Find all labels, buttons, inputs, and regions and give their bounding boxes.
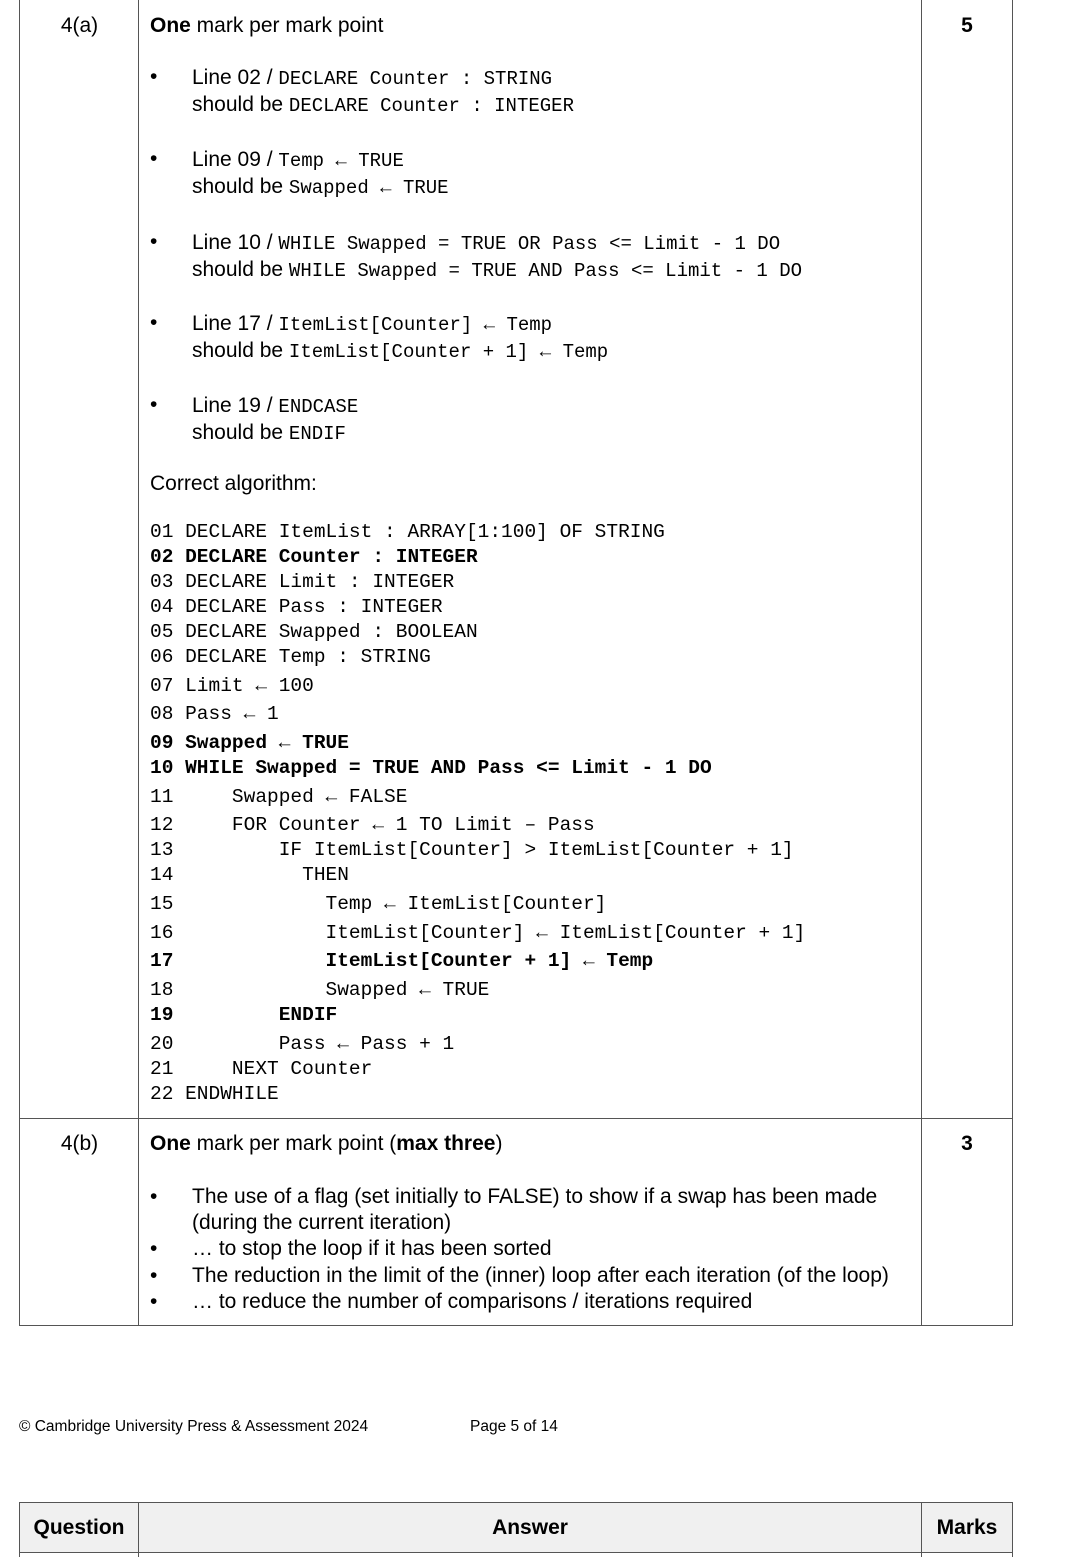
erroneous-code: ItemList[Counter] ← Temp	[278, 314, 553, 336]
code-line: 20 Pass ← Pass + 1	[150, 1033, 455, 1055]
table-divider-marks	[921, 0, 922, 1326]
separator: /	[260, 66, 279, 89]
table-border-right	[1012, 0, 1013, 1326]
code-line: 09 Swapped ← TRUE	[150, 732, 349, 754]
corrected-code: ENDIF	[288, 423, 346, 445]
code-line: 12 FOR Counter ← 1 TO Limit – Pass	[150, 814, 595, 836]
correct-algorithm-heading: Correct algorithm:	[150, 472, 317, 495]
bullet-icon: •	[150, 147, 158, 170]
question-number-b: 4(b)	[60, 1132, 99, 1155]
erroneous-code: DECLARE Counter : STRING	[278, 68, 553, 90]
erroneous-code: WHILE Swapped = TRUE OR Pass <= Limit - 1 DO	[278, 233, 781, 255]
erroneous-code: Temp ← TRUE	[278, 150, 404, 172]
bullet-icon: •	[150, 1264, 158, 1287]
bullet-icon: •	[150, 65, 158, 88]
line-reference: Line 19	[192, 394, 261, 417]
code-line: 18 Swapped ← TRUE	[150, 979, 490, 1001]
mark-scheme-intro	[150, 13, 915, 39]
erroneous-code: ENDCASE	[278, 396, 359, 418]
mark-scheme-intro-b	[150, 1131, 915, 1157]
separator: /	[260, 312, 279, 335]
mark-point-text: … to reduce the number of comparisons / iterations required	[192, 1290, 753, 1313]
intro-max-b: max three	[396, 1132, 496, 1155]
bullet-icon: •	[150, 1237, 158, 1260]
code-line: 11 Swapped ← FALSE	[150, 786, 408, 808]
table-border-left	[19, 0, 20, 1326]
intro-end-b: )	[495, 1132, 503, 1155]
separator: /	[260, 231, 279, 254]
bullet-icon: •	[150, 311, 158, 334]
should-be-label: should be	[192, 93, 289, 116]
marks-value: 5	[961, 14, 973, 37]
bullet-icon: •	[150, 1185, 158, 1208]
question-number: 4(a)	[60, 14, 99, 37]
separator: /	[260, 148, 279, 171]
mark-point-line	[192, 146, 404, 175]
header-answer: Answer	[492, 1516, 568, 1539]
corrected-code: WHILE Swapped = TRUE AND Pass <= Limit - 1 DO	[288, 260, 803, 282]
intro-bold-b: One	[150, 1132, 191, 1155]
code-line: 10 WHILE Swapped = TRUE AND Pass <= Limit - 1 DO	[150, 757, 712, 779]
code-line: 05 DECLARE Swapped : BOOLEAN	[150, 621, 478, 643]
header-marks: Marks	[936, 1516, 998, 1539]
bullet-icon: •	[150, 1290, 158, 1313]
bullet-icon: •	[150, 393, 158, 416]
table-border-bottom	[19, 1325, 1013, 1326]
corrected-code: ItemList[Counter + 1] ← Temp	[288, 341, 609, 363]
mark-point-correction	[192, 173, 449, 202]
corrected-code: DECLARE Counter : INTEGER	[288, 95, 574, 117]
code-line: 06 DECLARE Temp : STRING	[150, 646, 431, 668]
code-line: 03 DECLARE Limit : INTEGER	[150, 571, 455, 593]
mark-point-line	[192, 229, 780, 258]
line-reference: Line 09	[192, 148, 261, 171]
intro-mid-b: mark per mark point (	[190, 1132, 397, 1155]
line-reference: Line 10	[192, 231, 261, 254]
separator: /	[260, 394, 279, 417]
mark-point-line	[192, 310, 552, 339]
header-border-right	[1012, 1502, 1013, 1557]
should-be-label: should be	[192, 175, 289, 198]
code-line: 14 THEN	[150, 864, 349, 886]
code-line: 19 ENDIF	[150, 1004, 338, 1026]
code-line: 08 Pass ← 1	[150, 703, 279, 725]
code-line: 15 Temp ← ItemList[Counter]	[150, 893, 607, 915]
mark-point-text: The use of a flag (set initially to FALSE) to show if a swap has been made (during the current iteration)	[192, 1185, 878, 1234]
bullet-icon: •	[150, 230, 158, 253]
mark-point-correction	[192, 256, 802, 285]
code-line: 04 DECLARE Pass : INTEGER	[150, 596, 443, 618]
mark-point-line	[192, 64, 552, 93]
code-line: 01 DECLARE ItemList : ARRAY[1:100] OF STRING	[150, 521, 665, 543]
mark-point-correction	[192, 337, 608, 366]
mark-point-text: … to stop the loop if it has been sorted	[192, 1237, 552, 1260]
code-line: 16 ItemList[Counter] ← ItemList[Counter + 1]	[150, 922, 806, 944]
code-line: 22 ENDWHILE	[150, 1083, 279, 1105]
copyright-notice: © Cambridge University Press & Assessment 2024	[19, 1418, 369, 1435]
line-reference: Line 02	[192, 66, 261, 89]
should-be-label: should be	[192, 339, 289, 362]
marks-value-b: 3	[961, 1132, 973, 1155]
mark-point-line	[192, 392, 358, 421]
code-line: 17 ItemList[Counter + 1] ← Temp	[150, 950, 654, 972]
table-divider-question	[138, 0, 139, 1326]
page-number: Page 5 of 14	[470, 1418, 558, 1435]
mark-point-text: The reduction in the limit of the (inner) loop after each iteration (of the loop)	[192, 1264, 889, 1287]
header-border-bottom	[19, 1552, 1013, 1553]
code-line: 21 NEXT Counter	[150, 1058, 373, 1080]
code-line: 13 IF ItemList[Counter] > ItemList[Counter + 1]	[150, 839, 794, 861]
mark-point-correction	[192, 419, 346, 448]
code-line: 02 DECLARE Counter : INTEGER	[150, 546, 478, 568]
line-reference: Line 17	[192, 312, 261, 335]
header-question: Question	[33, 1516, 125, 1539]
should-be-label: should be	[192, 258, 289, 281]
corrected-code: Swapped ← TRUE	[288, 177, 449, 199]
mark-point-correction	[192, 91, 574, 120]
code-line: 07 Limit ← 100	[150, 675, 314, 697]
intro-rest: mark per mark point	[190, 14, 384, 37]
should-be-label: should be	[192, 421, 289, 444]
intro-bold: One	[150, 14, 191, 37]
header-border-top	[19, 1502, 1013, 1503]
row-separator	[19, 1118, 1013, 1119]
